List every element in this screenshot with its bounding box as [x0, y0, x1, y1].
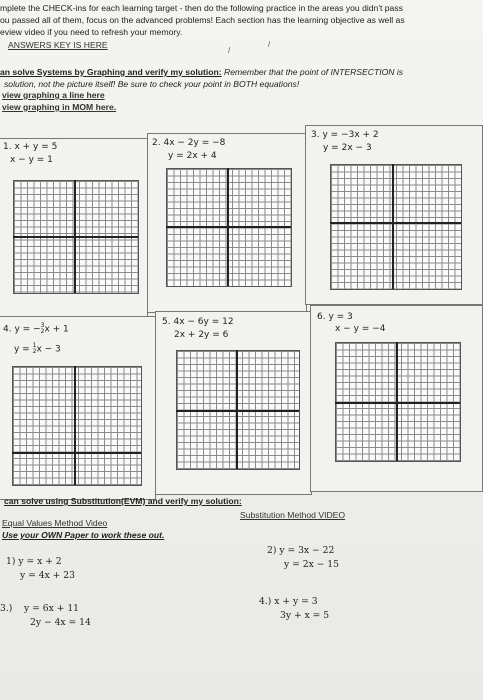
substitution-video-link[interactable]: Substitution Method VIDEO [240, 510, 346, 520]
sub-problem-2-eq2: y = 2x − 15 [284, 559, 339, 570]
problem-3-grid[interactable] [330, 164, 462, 290]
sub-problem-1: 1) y = x + 2 [6, 556, 62, 567]
problem-1-y-axis [74, 180, 76, 293]
sub-problem-1-eq2: y = 4x + 23 [20, 570, 75, 581]
problem-4: 4. y = −3 2x + 1 [3, 322, 69, 335]
problem-6-eq2: x − y = −4 [335, 324, 386, 334]
problem-2: 2. 4x − 2y = −8 [152, 138, 226, 148]
problem-3-eq2: y = 2x − 3 [323, 143, 372, 153]
sub-problem-3: 3.) y = 6x + 11 [0, 603, 80, 614]
problem-6: 6. y = 3 [317, 312, 353, 322]
answers-key-link[interactable]: ANSWERS KEY IS HERE [8, 40, 108, 50]
sub-problem-4: 4.) x + y = 3 [259, 596, 318, 607]
problem-6-y-axis [396, 342, 398, 461]
sub-problem-4-eq2: 3y + x = 5 [280, 610, 330, 621]
problem-5: 5. 4x − 6y = 12 [162, 317, 234, 327]
stray-mark: / [228, 46, 231, 55]
graphing-line-video-link[interactable]: view graphing a line here [2, 90, 105, 100]
own-paper-note: Use your OWN Paper to work these out. [2, 530, 165, 540]
graphing-instruction-2: solution, not the picture itself! Be sure to check your point in BOTH equations! [4, 79, 300, 89]
intro-line-1: mplete the CHECK-ins for each learning target - then do the following practice in the areas you didn't pass [0, 3, 403, 13]
problem-4-x-axis [12, 452, 141, 454]
problem-2-eq2: y = 2x + 4 [168, 151, 217, 161]
problem-5-y-axis [236, 350, 238, 469]
equal-values-video-link[interactable]: Equal Values Method Video [2, 518, 108, 528]
problem-4-grid[interactable] [12, 366, 142, 486]
problem-4-y-axis [74, 366, 76, 485]
problem-1: 1. x + y = 5 [3, 142, 58, 152]
intro-line-3: eview video if you need to refresh your memory. [0, 27, 183, 37]
problem-3-y-axis [392, 164, 394, 289]
problem-4-eq2: y = 1 2x − 3 [14, 342, 61, 355]
substitution-objective: can solve using Substitution(EVM) and verify my solution: [4, 496, 242, 506]
problem-3-x-axis [330, 222, 461, 224]
graphing-mom-video-link[interactable]: view graphing in MOM here. [2, 102, 117, 112]
problem-3: 3. y = −3x + 2 [311, 130, 379, 140]
problem-1-eq2: x − y = 1 [10, 155, 53, 165]
sub-problem-3-eq2: 2y − 4x = 14 [30, 617, 91, 628]
intro-line-2: ou passed all of them, focus on the advanced problems! Each section has the learning objective as well as [0, 15, 405, 25]
problem-2-y-axis [227, 168, 229, 286]
stray-mark-2: / [268, 40, 271, 49]
problem-5-eq2: 2x + 2y = 6 [174, 330, 229, 340]
graphing-objective: an solve Systems by Graphing and verify my solution: Remember that the point of INTERSECTION is [0, 67, 404, 77]
sub-problem-2: 2) y = 3x − 22 [267, 545, 335, 556]
